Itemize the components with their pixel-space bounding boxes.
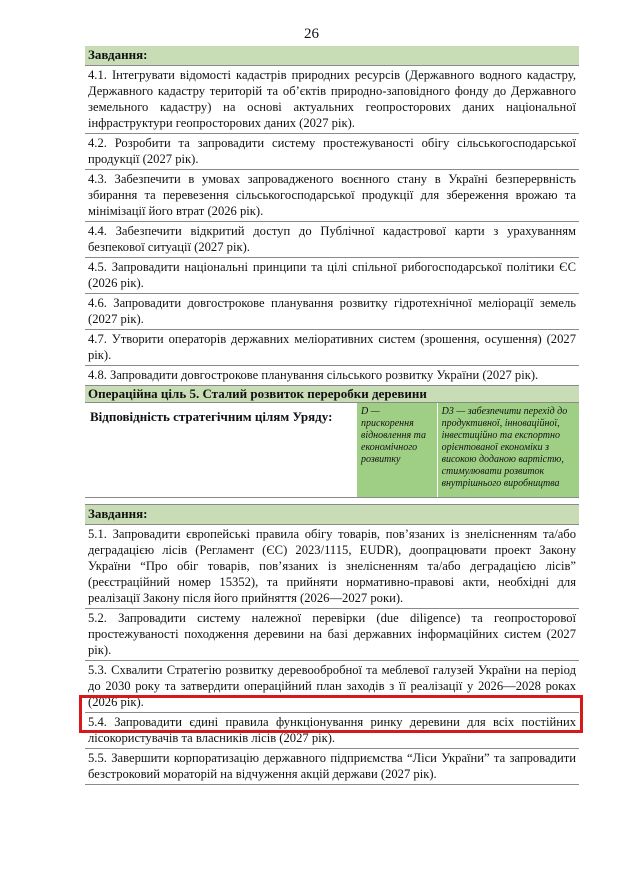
alignment-label: Відповідність стратегічним цілям Уряду: [90,409,333,424]
row-spacer [85,498,579,505]
task-4-2: 4.2. Розробити та запровадити систему простежуваності обігу сільськогосподарської продукції (2027 рік). [85,134,579,170]
task-5-1: 5.1. Запровадити європейські правила обігу товарів, пов’язаних із знелісненням та/або деградацією лісів (Регламент (ЄС) 2023/1115, EUDR), доопрацювати проект Закону України “Про обіг товарів, пов’язаних із знелісненням та/або деградацією лісів” (реєстраційний номер 15352), та прийняти нормативно-правові акти, необхідні для реалізації Закону після його прийняття (2026—2027 роки). [85,525,579,609]
task-4-1: 4.1. Інтегрувати відомості кадастрів природних ресурсів (Державного водного кадастру, Державного кадастру територій та об’єктів природно-заповідного фонду до Державного земельного кадастру) на основі актуальних геопросторових даних національної інфраструктури геопросторових даних (2027 рік). [85,66,579,134]
task-4-4: 4.4. Забезпечити відкритий доступ до Публічної кадастрової карти з урахуванням безпекової ситуації (2027 рік). [85,222,579,258]
tasks-header: Завдання: [85,46,579,66]
task-5-4: 5.4. Запровадити єдині правила функціонування ринку деревини для всіх постійних лісокористувачів та власників лісів (2027 рік). [85,713,579,749]
task-4-7: 4.7. Утворити операторів державних меліоративних систем (зрошення, осушення) (2027 рік). [85,330,579,366]
operational-goal-5: Операційна ціль 5. Сталий розвиток переробки деревини [85,386,579,403]
strategic-goal-d: D — прискорення відновлення та економічного розвитку [357,403,437,497]
task-4-8: 4.8. Запровадити довгострокове планування сільського розвитку України (2027 рік). [85,366,579,386]
tasks-header-2: Завдання: [85,505,579,525]
task-5-2: 5.2. Запровадити систему належної перевірки (due diligence) та геопросторової простежуваності походження деревини на базі державних інформаційних систем (2027 рік). [85,609,579,661]
strategy-table [85,46,579,785]
task-4-3: 4.3. Забезпечити в умовах запровадженого воєнного стану в Україні безперервність збирання та перевезення сільськогосподарської продукції для збереження врожаю та мінімізації його втрат (2026 рік). [85,170,579,222]
task-5-3: 5.3. Схвалити Стратегію розвитку деревообробної та меблевої галузей України на період до 2030 року та затвердити операційний план заходів з її реалізації у 2026—2028 роках (2026 рік). [85,661,579,713]
strategic-goal-d3: D3 — забезпечити перехід до продуктивної, інноваційної, інвестиційно та експортно орієнтованої економіки з високою доданою вартістю, стимулювати розвиток внутрішнього виробництва [437,403,579,497]
page-number: 26 [304,26,319,42]
highlight-box-task-5-4 [79,695,583,733]
alignment-row [85,403,579,498]
task-5-5: 5.5. Завершити корпоратизацію державного підприємства “Ліси України” та запровадити безстроковий мораторій на відчуження акцій держави (2027 рік). [85,749,579,785]
task-4-5: 4.5. Запровадити національні принципи та цілі спільної рибогосподарської політики ЄС (2026 рік). [85,258,579,294]
task-4-6: 4.6. Запровадити довгострокове планування розвитку гідротехнічної меліорації земель (2027 рік). [85,294,579,330]
